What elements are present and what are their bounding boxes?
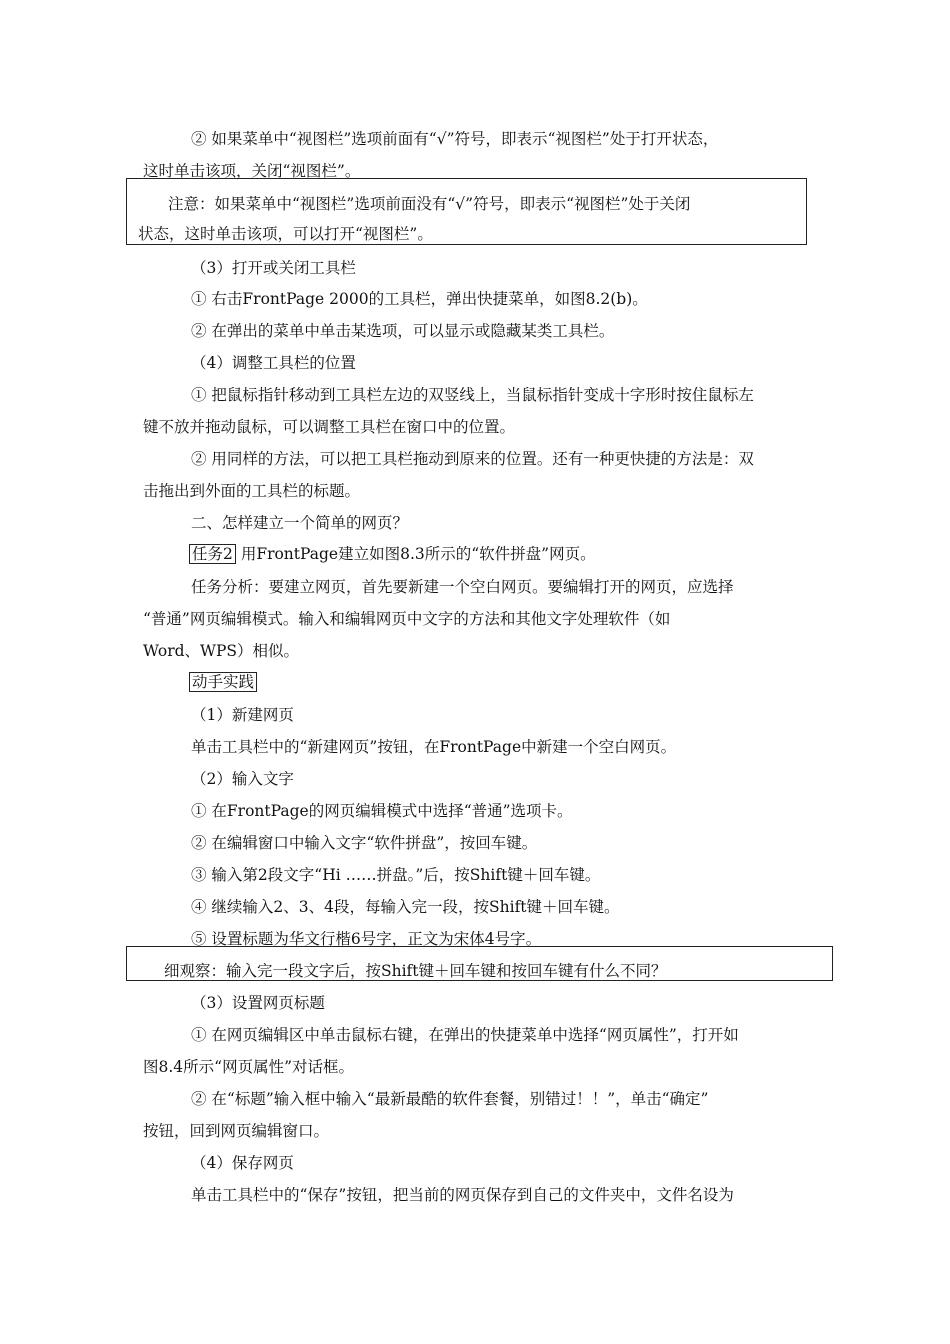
paragraph-line: 单击工具栏中的“保存”按钮，把当前的网页保存到自己的文件夹中，文件名设为 bbox=[191, 1186, 734, 1204]
paragraph-line: ② 用同样的方法，可以把工具栏拖动到原来的位置。还有一种更快捷的方法是：双 bbox=[191, 450, 754, 468]
section-heading: （4）调整工具栏的位置 bbox=[191, 354, 356, 372]
paragraph-line: 图8.4所示“网页属性”对话框。 bbox=[143, 1058, 354, 1076]
paragraph-line: ① 在网页编辑区中单击鼠标右键，在弹出的快捷菜单中选择“网页属性”，打开如 bbox=[191, 1026, 739, 1044]
paragraph-line: ② 在编辑窗口中输入文字“软件拼盘”，按回车键。 bbox=[191, 834, 538, 852]
step-heading: （2）输入文字 bbox=[191, 770, 294, 788]
paragraph-line: 任务分析：要建立网页，首先要新建一个空白网页。要编辑打开的网页，应选择 bbox=[191, 578, 734, 596]
paragraph-line: “普通”网页编辑模式。输入和编辑网页中文字的方法和其他文字处理软件（如 bbox=[143, 610, 671, 628]
paragraph-line: 击拖出到外面的工具栏的标题。 bbox=[143, 482, 361, 500]
paragraph-line: ① 右击FrontPage 2000的工具栏，弹出快捷菜单，如图8.2(b)。 bbox=[191, 290, 648, 308]
note-line: 细观察：输入完一段文字后，按Shift键＋回车键和按回车键有什么不同？ bbox=[164, 962, 667, 980]
paragraph-line: ③ 输入第2段文字“Hi ……拼盘。”后，按Shift键＋回车键。 bbox=[191, 866, 601, 884]
paragraph-line: ② 在“标题”输入框中输入“最新最酷的软件套餐，别错过！！”，单击“确定” bbox=[191, 1090, 709, 1108]
paragraph-line: 单击工具栏中的“新建网页”按钮，在FrontPage中新建一个空白网页。 bbox=[191, 738, 677, 756]
paragraph-line: ① 在FrontPage的网页编辑模式中选择“普通”选项卡。 bbox=[191, 802, 573, 820]
paragraph-line: 按钮，回到网页编辑窗口。 bbox=[143, 1122, 330, 1140]
step-heading: （1）新建网页 bbox=[191, 706, 294, 724]
practice-line bbox=[189, 672, 257, 692]
practice-tag: 动手实践 bbox=[189, 672, 257, 692]
paragraph-line: ④ 继续输入2、3、4段，每输入完一段，按Shift键＋回车键。 bbox=[191, 898, 620, 916]
section-title: 二、怎样建立一个简单的网页？ bbox=[191, 514, 409, 532]
paragraph-line: ② 在弹出的菜单中单击某选项，可以显示或隐藏某类工具栏。 bbox=[191, 322, 615, 340]
paragraph-line: 这时单击该项，关闭“视图栏”。 bbox=[143, 162, 361, 180]
note-line: 注意：如果菜单中“视图栏”选项前面没有“√”符号，即表示“视图栏”处于关闭 bbox=[168, 195, 691, 213]
note-line: 状态，这时单击该项，可以打开“视图栏”。 bbox=[138, 225, 433, 243]
paragraph-line: 键不放并拖动鼠标，可以调整工具栏在窗口中的位置。 bbox=[143, 418, 516, 436]
section-heading: （3）打开或关闭工具栏 bbox=[191, 259, 356, 277]
paragraph-line: Word、WPS）相似。 bbox=[143, 642, 300, 660]
task-line bbox=[189, 544, 596, 564]
step-heading: （4）保存网页 bbox=[191, 1154, 294, 1172]
paragraph-line: ⑤ 设置标题为华文行楷6号字，正文为宋体4号字。 bbox=[191, 930, 542, 948]
paragraph-line: ② 如果菜单中“视图栏”选项前面有“√”符号，即表示“视图栏”处于打开状态， bbox=[191, 130, 719, 148]
paragraph-line: ① 把鼠标指针移动到工具栏左边的双竖线上，当鼠标指针变成十字形时按住鼠标左 bbox=[191, 386, 754, 404]
task-text: 用FrontPage建立如图8.3所示的“软件拼盘”网页。 bbox=[240, 545, 596, 563]
task-tag: 任务2 bbox=[189, 544, 236, 564]
step-heading: （3）设置网页标题 bbox=[191, 994, 325, 1012]
